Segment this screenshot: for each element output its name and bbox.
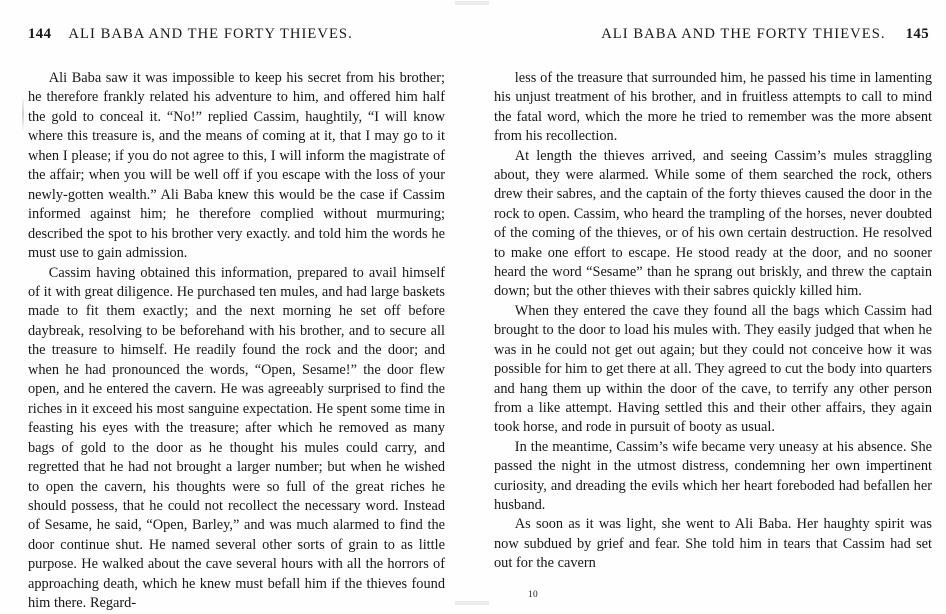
body-text-left [28,69,445,614]
paragraph: Cassim having obtained this information, prepared to avail himself of it with great diligence. He purchased ten mules, and had large baskets made to fit them exactly; and the next morning he set off before daybreak, resolving to be beforehand with his brother, and to secure all the treasure to himself. He readily found the rock and the door; and when he had pronounced the words, “Open, Sesame!” the door flew open, and he entered the cavern. He was agreeably surprised to find the riches in it exceed his most sanguine expectation. He spent some time in feasting his eyes with the treasure; after which he removed as many bags of gold to the door as he thought his mules could carry, and regretted that he had not brought a larger number; but when he wished to open the cavern, his thoughts were so full of the great riches he should possess, that he could not recollect the necessary word. Instead of Sesame, he said, “Open, Barley,” and was much alarmed to find the door continue shut. He named several other sorts of grain to as little purpose. He walked about the cave several hours with all the horrors of approaching death, which he knew must befall him if the thieves found him there. Regard- [28,264,445,612]
page-number-left: 144 [28,26,52,42]
paragraph: At length the thieves arrived, and seeing Cassim’s mules straggling about, they were alarmed. While some of them searched the rock, others drew their sabres, and the captain of the forty thieves caused the door in the rock to open. Cassim, who heard the trampling of the horses, never doubted of the coming of the thieves, or of his own certain destruction. He resolved to make one effort to escape. He stood ready at the door, and no sooner heard the word “Sesame” than he sprang out briskly, and threw the captain down; but the other thieves with their sabres quickly killed him. [494,147,932,300]
running-head-title-left: ALI BABA AND THE FORTY THIEVES. [68,26,353,42]
body-text-right [494,69,932,574]
page-number-right: 145 [905,26,929,42]
running-head-right [494,26,932,43]
paragraph: As soon as it was light, she went to Ali Baba. Her haughty spirit was now subdued by grief and fear. She told him in tears that Cassim had set out for the cavern [494,516,932,572]
running-head-title-right: ALI BABA AND THE FORTY THIEVES. [601,26,886,42]
page-left [0,0,473,612]
paragraph: When they entered the cave they found all the bags which Cassim had brought to the door to load his mules with. They easily judged that when he was in he could not get out again; but they could not conceive how it was possible for him to get there at all. They agreed to cut the body into quarters and hang them up within the door of the cave, to terrify any other person from a like attempt. Having settled this and their other affairs, they again took horse, and rode in pursuit of booty as usual. [494,302,932,436]
paragraph: In the meantime, Cassim’s wife became very uneasy at his absence. She passed the night in the utmost distress, condemning her own impertinent curiosity, and dreading the evils which her heart foreboded had befallen her husband. [494,438,932,513]
running-head-left [28,26,445,43]
paragraph: less of the treasure that surrounded him, he passed his time in lamenting his unjust treatment of his brother, and in fruitless attempts to call to mind the fatal word, which the more he tried to remember was the more absent from his recollection. [494,70,932,145]
paragraph: Ali Baba saw it was impossible to keep his secret from his brother; he therefore frankly related his adventure to him, and offered him half the gold to conceal it. “No!” replied Cassim, haughtily, “I will know where this treasure is, and the means of coming at it, that I may go to it when I please; if you do not agree to this, I will inform the magistrate of the affair; when you will be well off if you escape with the loss of your newly-gotten wealth.” Ali Baba knew this would be the case if Cassim informed against him; he therefore complied without murmuring; described the spot to his brother very exactly. and told him the words he must use to gain admission. [28,70,445,262]
signature-mark: 10 [528,590,538,600]
page-right [473,0,946,607]
